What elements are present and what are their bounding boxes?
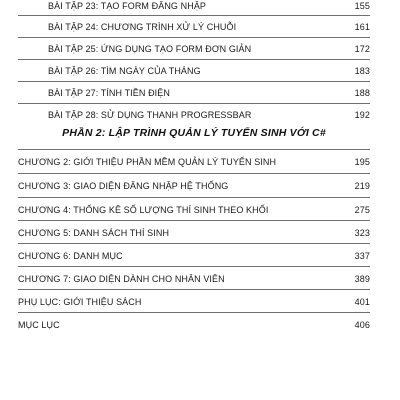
toc-entry-chapter-5 [18,226,370,240]
toc-entry-chapter-2 [18,155,370,169]
toc-entry-title: BÀI TẬP 25: ỨNG DỤNG TẠO FORM ĐƠN GIẢN [48,44,252,54]
toc-entry-exercise-25 [48,42,370,56]
toc-entry-exercise-24 [48,20,370,34]
divider [18,266,370,267]
toc-entry-title: BÀI TẬP 23: TẠO FORM ĐĂNG NHẬP [48,1,207,11]
toc-entry-contents [18,318,370,332]
divider [18,15,370,16]
toc-entry-chapter-4 [18,203,370,217]
toc-entry-title: CHƯƠNG 7: GIAO DIỆN DÀNH CHO NHÂN VIÊN [18,274,225,284]
divider [18,243,370,244]
divider [18,220,370,221]
toc-entry-exercise-26 [48,64,370,78]
toc-entry-title: MỤC LỤC [18,320,60,330]
toc-entry-title: CHƯƠNG 4: THỐNG KÊ SỐ LƯỢNG THÍ SINH THEO KHỐI [18,205,269,215]
toc-entry-page: 155 [354,1,370,11]
toc-entry-title: BÀI TẬP 28: SỬ DỤNG THANH PROGRESSBAR [48,110,252,120]
divider [18,59,370,60]
toc-entry-title: BÀI TẬP 24: CHƯƠNG TRÌNH XỬ LÝ CHUỖI [48,22,237,32]
toc-entry-chapter-6 [18,249,370,263]
toc-entry-title: PHỤ LỤC: GIỚI THIỆU SÁCH [18,297,142,307]
toc-entry-page: 161 [354,22,370,32]
toc-entry-title: CHƯƠNG 5: DANH SÁCH THÍ SINH [18,228,170,238]
divider [18,173,370,174]
toc-entry-page: 183 [354,66,370,76]
toc-entry-exercise-23 [48,0,370,13]
toc-entry-page: 192 [354,110,370,120]
toc-entry-page: 188 [354,88,370,98]
toc-entry-title: CHƯƠNG 6: DANH MỤC [18,251,123,261]
toc-entry-page: 401 [354,297,370,307]
toc-entry-page: 337 [354,251,370,261]
divider [18,81,370,82]
toc-entry-title: CHƯƠNG 2: GIỚI THIỆU PHẦN MỀM QUẢN LÝ TUYỂN SINH [18,157,277,167]
toc-entry-page: 195 [354,157,370,167]
part-heading: PHẦN 2: LẬP TRÌNH QUẢN LÝ TUYỂN SINH VỚI C# [62,127,326,139]
toc-entry-chapter-3 [18,179,370,193]
toc-entry-title: BÀI TẬP 26: TÌM NGÀY CỦA THÁNG [48,66,201,76]
divider [18,197,370,198]
toc-entry-page: 172 [354,44,370,54]
divider [18,289,370,290]
toc-entry-page: 389 [354,274,370,284]
divider [18,37,370,38]
toc-entry-appendix [18,295,370,309]
toc-entry-page: 219 [354,181,370,191]
divider [18,312,370,313]
toc-entry-exercise-28 [48,108,370,122]
toc-entry-title: CHƯƠNG 3: GIAO DIỆN ĐĂNG NHẬP HỆ THỐNG [18,181,229,191]
toc-entry-exercise-27 [48,86,370,100]
divider [18,149,370,150]
toc-entry-page: 323 [354,228,370,238]
toc-entry-page: 406 [354,320,370,330]
divider [18,103,370,104]
toc-entry-chapter-7 [18,272,370,286]
toc-entry-title: BÀI TẬP 27: TÍNH TIỀN ĐIỆN [48,88,170,98]
toc-entry-page: 275 [354,205,370,215]
